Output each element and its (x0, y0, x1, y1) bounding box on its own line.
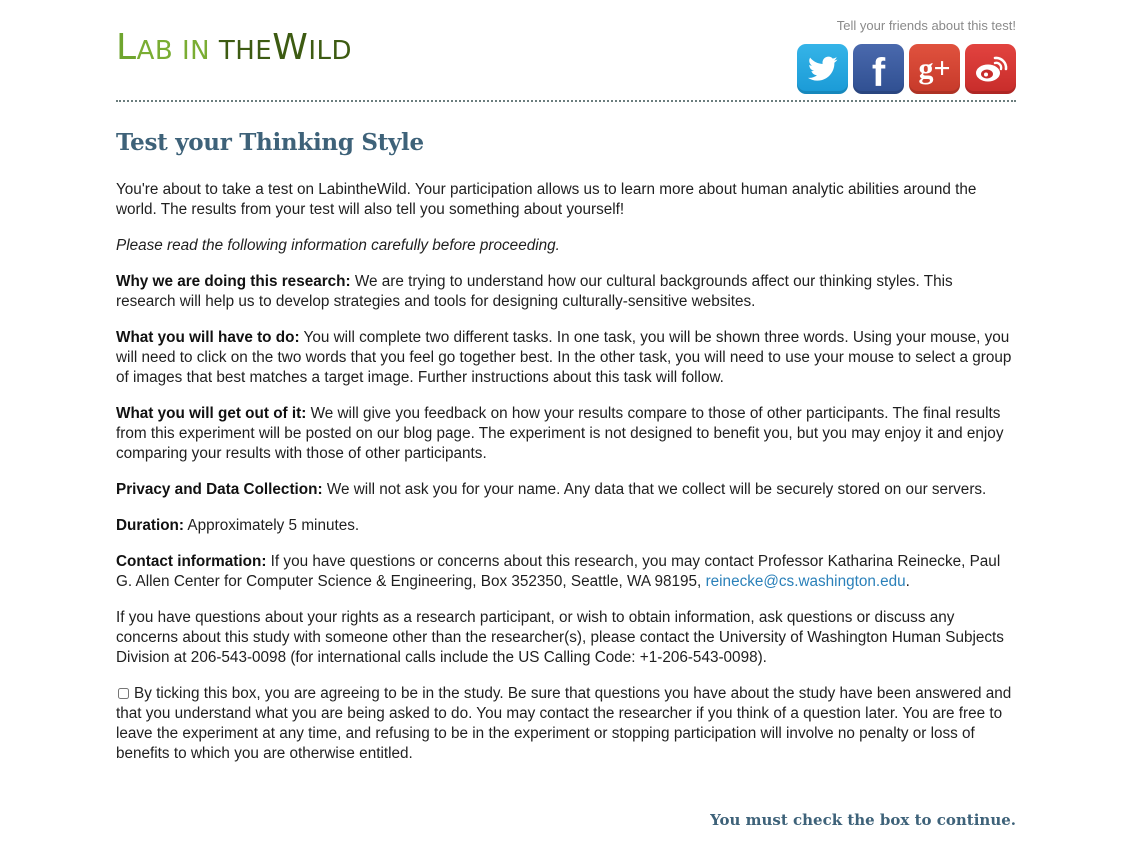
section-label: Contact information: (116, 553, 267, 570)
section-text: We will not ask you for your name. Any data that we collect will be securely stored on our servers. (322, 481, 987, 498)
logo-part: IN (173, 36, 219, 66)
logo-part: L (116, 27, 137, 68)
section-label: Privacy and Data Collection: (116, 481, 323, 498)
read-notice: Please read the following information carefully before proceeding. (116, 237, 560, 254)
logo-part: W (272, 27, 309, 68)
twitter-icon (808, 56, 838, 82)
google-plus-share-button[interactable] (909, 44, 960, 94)
section-text: We will give you feedback on how your results compare to those of other participants. The final results from this experiment will be posted on our blog page. The experiment is not designed to benefit you, but you may enjoy it and enjoy comparing your results with those of other participants. (116, 405, 1004, 462)
section-label: What you will have to do: (116, 329, 300, 346)
contact-email-link[interactable]: reinecke@cs.washington.edu (705, 573, 906, 590)
privacy-paragraph (116, 480, 1016, 500)
labinthewild-logo[interactable] (116, 26, 352, 73)
section-text: You will complete two different tasks. In one task, you will be shown three words. Using your mouse, you will need to click on the two words that you feel go together best. In the other task, you will need to use your mouse to select a group of images that best matches a target image. Further instructions about this task will follow. (116, 329, 1012, 386)
duration-paragraph (116, 516, 1016, 536)
twitter-share-button[interactable] (797, 44, 848, 94)
consent-checkbox[interactable] (118, 688, 129, 699)
contact-paragraph (116, 552, 1016, 592)
share-text: Tell your friends about this test! (836, 18, 1016, 33)
consent-row[interactable] (116, 684, 1016, 764)
section-label: Why we are doing this research: (116, 273, 351, 290)
tasks-paragraph (116, 328, 1016, 388)
section-text: If you have questions or concerns about this research, you may contact Professor Katharina Reinecke, Paul G. Allen Center for Computer Science & Engineering, Box 352350, Seattle, WA 98195, (116, 553, 1001, 590)
logo-part: AB (136, 36, 174, 66)
benefits-paragraph (116, 404, 1016, 464)
facebook-share-button[interactable] (853, 44, 904, 94)
header-divider (116, 100, 1016, 102)
weibo-share-button[interactable] (965, 44, 1016, 94)
logo-part: ILD (308, 36, 353, 66)
page-title: Test your Thinking Style (116, 129, 424, 156)
section-label: Duration: (116, 517, 184, 534)
logo-part: THE (218, 36, 273, 66)
consent-text: By ticking this box, you are agreeing to be in the study. Be sure that questions you have about the study have been answered and that you understand what you are being asked to do. You may contact the researcher if you think of a question later. You are free to leave the experiment at any time, and refusing to be in the experiment or stopping participation will involve no penalty or loss of benefits to which you are otherwise entitled. (116, 685, 1012, 762)
weibo-icon (973, 54, 1009, 84)
social-share-buttons (797, 44, 1016, 94)
section-text: We are trying to understand how our cultural backgrounds affect our thinking styles. This research will help us to develop strategies and tools for designing culturally-sensitive websites. (116, 273, 953, 310)
main-content (116, 128, 1016, 780)
continue-message: You must check the box to continue. (710, 811, 1016, 829)
header (116, 0, 1016, 104)
facebook-icon: f (871, 50, 886, 95)
google-plus-icon: g+ (918, 52, 951, 85)
rights-paragraph: If you have questions about your rights as a research participant, or wish to obtain information, ask questions or discuss any concerns about this study with someone other than the researcher(s), please contact the University of Washington Human Subjects Division at 206-543-0098 (for international calls include the US Calling Code: +1-206-543-0098). (116, 609, 1004, 666)
intro-paragraph: You're about to take a test on LabintheWild. Your participation allows us to learn more about human analytic abilities around the world. The results from your test will also tell you something about yourself! (116, 181, 977, 218)
research-purpose-paragraph (116, 272, 1016, 312)
section-text: Approximately 5 minutes. (183, 517, 360, 534)
section-text-end: . (905, 573, 910, 590)
section-label: What you will get out of it: (116, 405, 307, 422)
